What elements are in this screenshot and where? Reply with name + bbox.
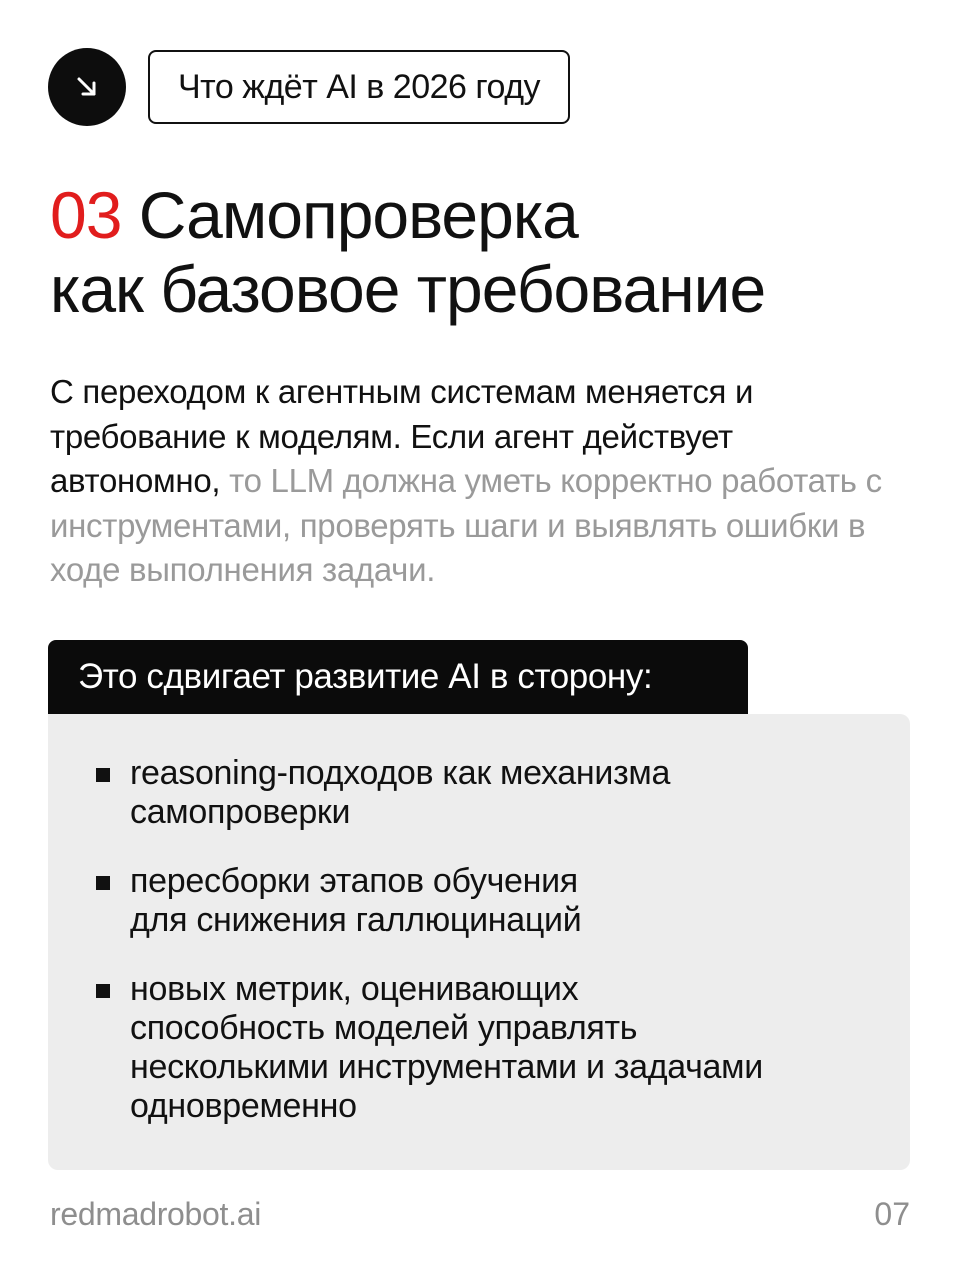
bullet-square-icon [96,984,110,998]
intro-muted-text: то LLM должна уметь корректно работать с инструментами, проверять шаги и выявлять ошибки в ходе выполнения задачи. [50,462,882,588]
list-item-text: reasoning-подходов как механизма самопроверки [130,754,671,831]
title-line-2: как базовое требование [50,252,766,326]
bullet-square-icon [96,768,110,782]
callout-label-text: Это сдвигает развитие AI в сторону: [78,657,653,696]
list-item-text: новых метрик, оценивающих способность моделей управлять несколькими инструментами и задачами одновременно [130,970,763,1125]
list-item [96,754,870,832]
header-row [48,48,570,126]
footer-site-link[interactable]: redmadrobot.ai [50,1196,262,1232]
page-title [50,178,765,326]
list-item [96,970,870,1126]
list-item [96,862,870,940]
topic-chip [148,50,570,124]
intro-paragraph [50,370,910,593]
section-number: 03 [50,178,122,252]
page-number: 07 [874,1196,910,1232]
callout-box [48,714,910,1170]
topic-label: Что ждёт AI в 2026 году [178,67,541,106]
intro-dark-text: С переходом к агентным системам меняется и требование к моделям. Если агент действует автономно, [50,373,754,499]
callout-label [48,640,748,714]
list-item-text: пересборки этапов обучения для снижения галлюцинаций [130,862,582,939]
bullet-list [96,754,870,1126]
bullet-square-icon [96,876,110,890]
arrow-down-right-icon [48,48,126,126]
title-line-1: Самопроверка [138,178,578,252]
